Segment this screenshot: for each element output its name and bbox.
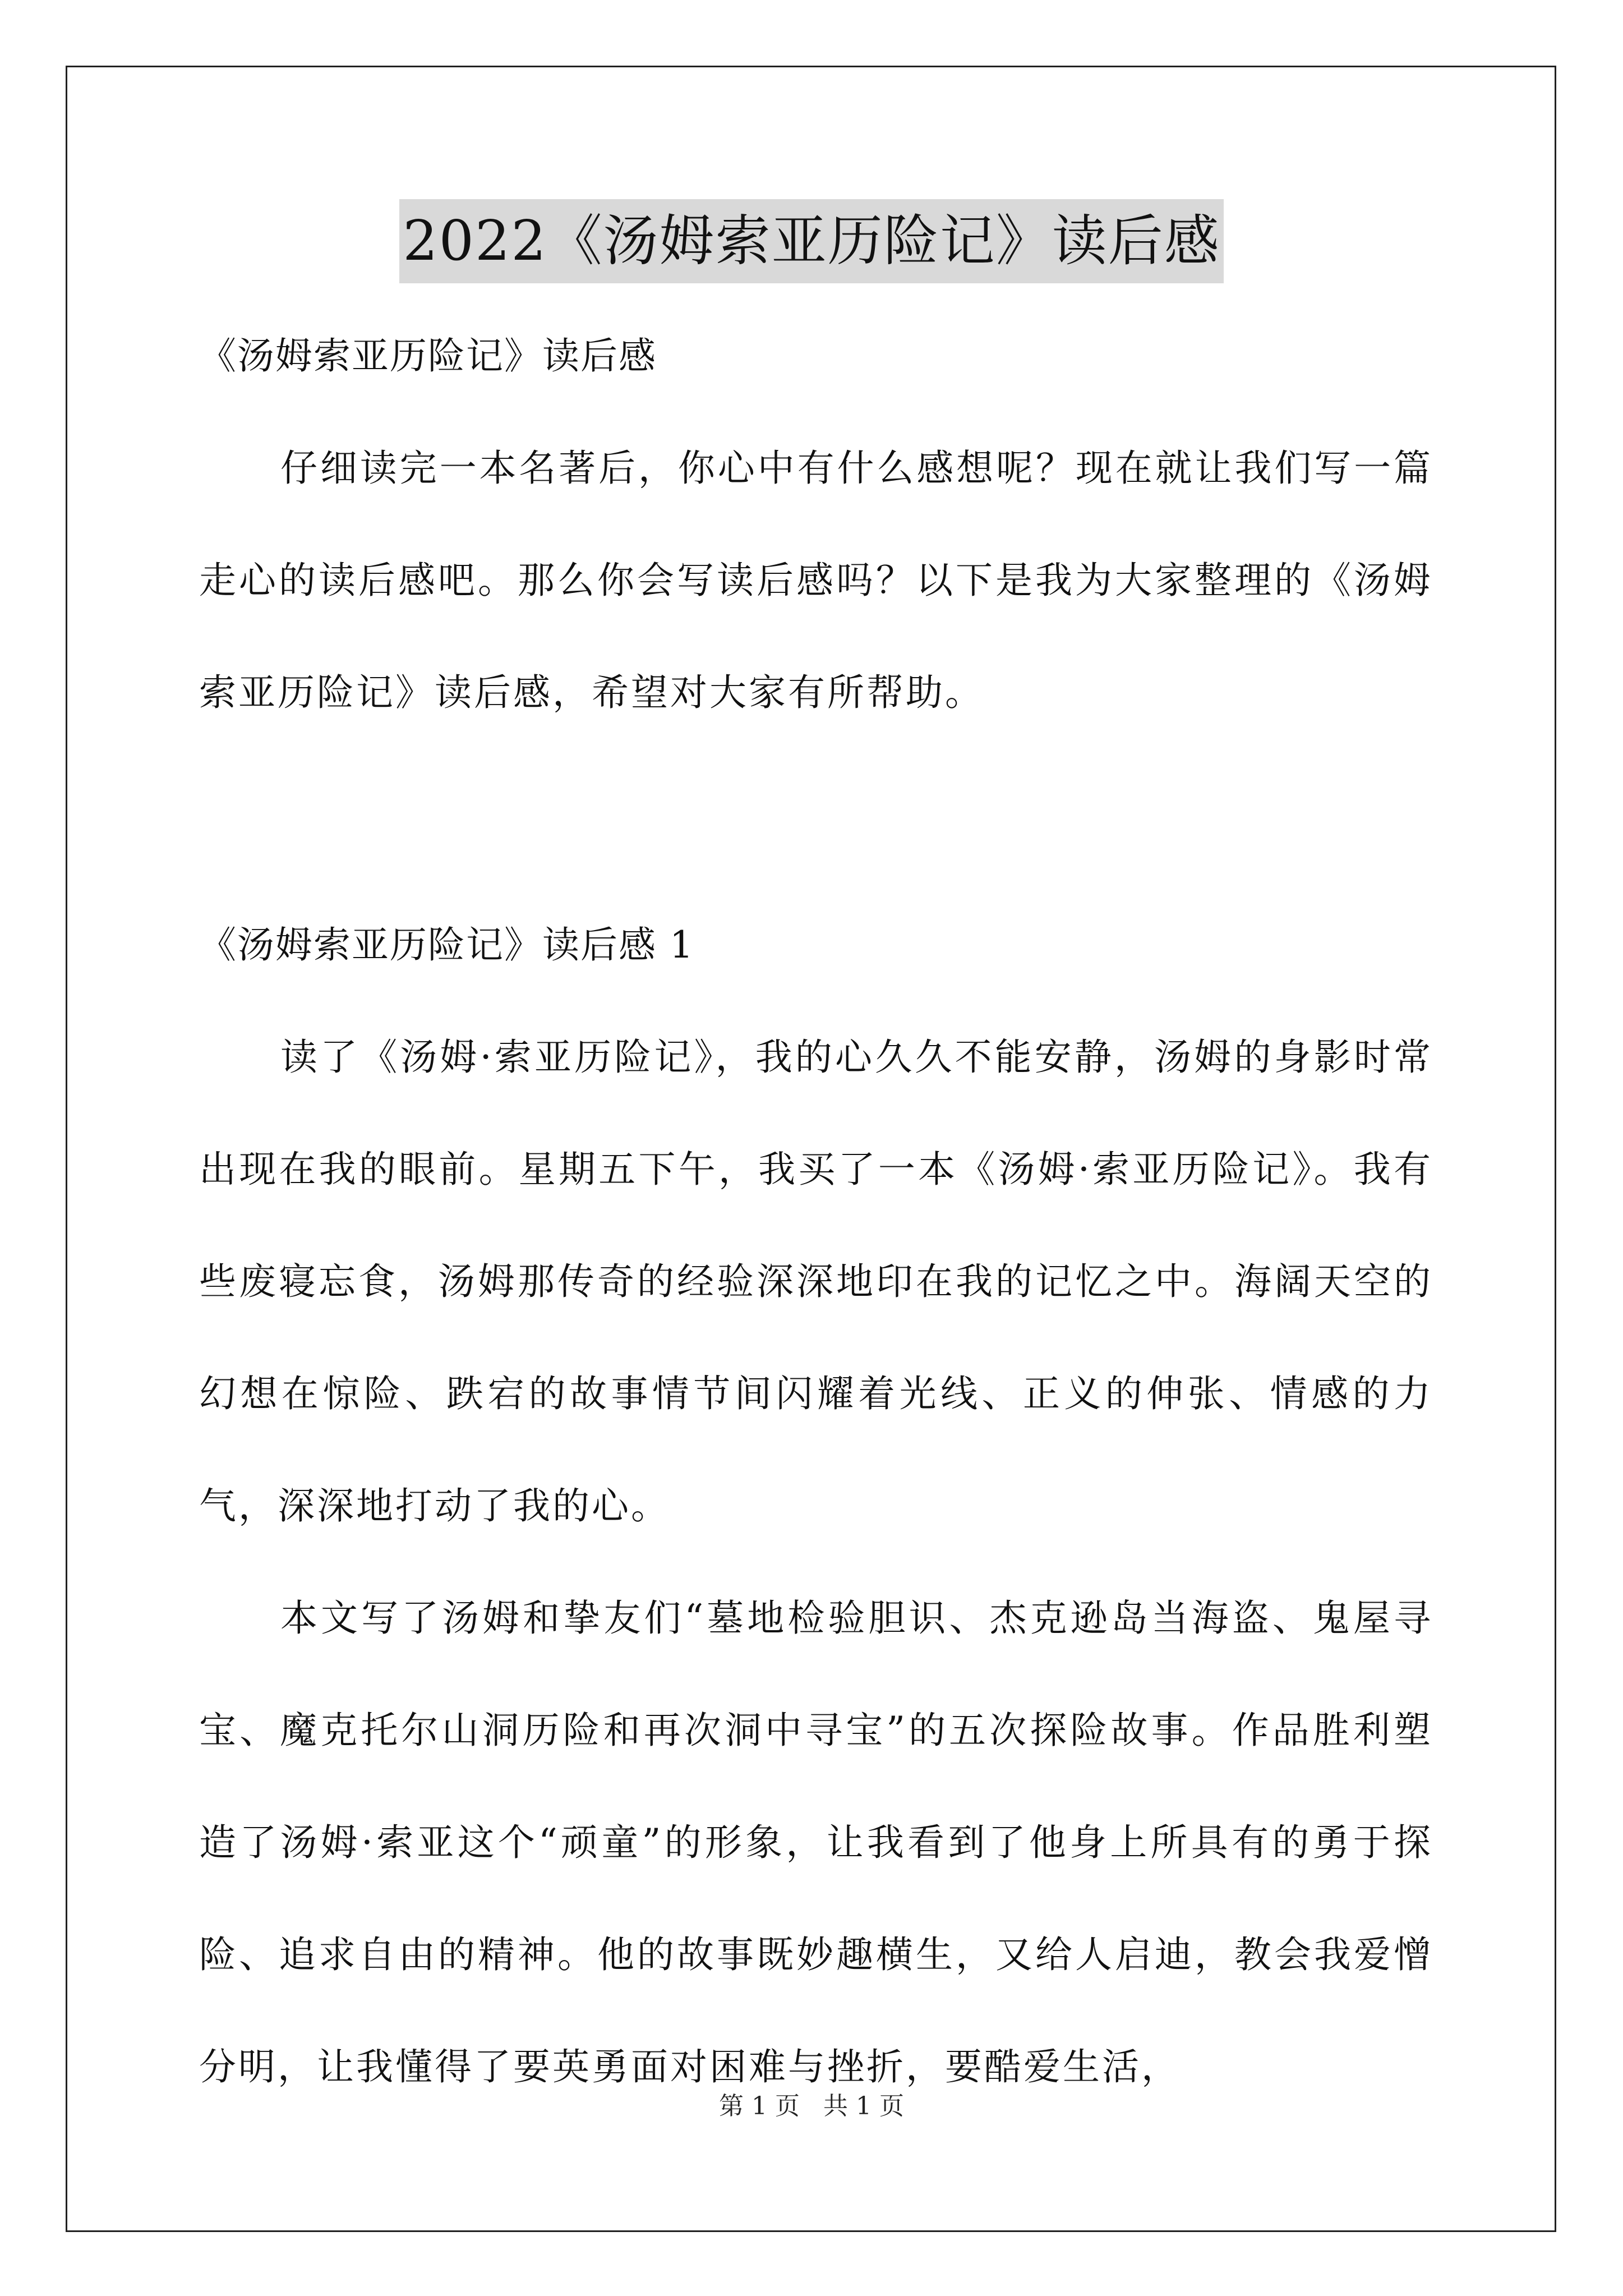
section-spacer (199, 749, 1433, 889)
page-footer (0, 2090, 1623, 2123)
section-heading: 《汤姆索亚历险记》读后感 1 (199, 923, 694, 967)
page-number-total: 共 1 页 (823, 2092, 904, 2120)
page-number-current: 第 1 页 (719, 2092, 800, 2120)
document-body (199, 300, 1433, 2123)
body-paragraph-1: 读了《汤姆·索亚历险记》，我的心久久不能安静，汤姆的身影时常出现在我的眼前。星期五下午，我买了一本《汤姆·索亚历险记》。我有些废寝忘食，汤姆那传奇的经验深深地印在我的记忆之中。海阔天空的幻想在惊险、跌宕的故事情节间闪耀着光线、正义的伸张、情感的力气，深深地打动了我的心。 (199, 1036, 1433, 1527)
title-container (0, 199, 1623, 283)
body-paragraph-2: 本文写了汤姆和挚友们“墓地检验胆识、杰克逊岛当海盗、鬼屋寻宝、魔克托尔山洞历险和再次洞中寻宝”的五次探险故事。作品胜利塑造了汤姆·索亚这个“顽童”的形象，让我看到了他身上所具有的勇于探险、追求自由的精神。他的故事既妙趣横生，又给人启迪，教会我爱憎分明，让我懂得了要英勇面对困难与挫折，要酷爱生活， (199, 1596, 1433, 2088)
intro-paragraph: 仔细读完一本名著后，你心中有什么感想呢？现在就让我们写一篇走心的读后感吧。那么你会写读后感吗？以下是我为大家整理的《汤姆索亚历险记》读后感，希望对大家有所帮助。 (199, 447, 1433, 714)
document-subtitle: 《汤姆索亚历险记》读后感 (199, 334, 657, 378)
document-title: 2022《汤姆索亚历险记》读后感 (399, 199, 1223, 283)
